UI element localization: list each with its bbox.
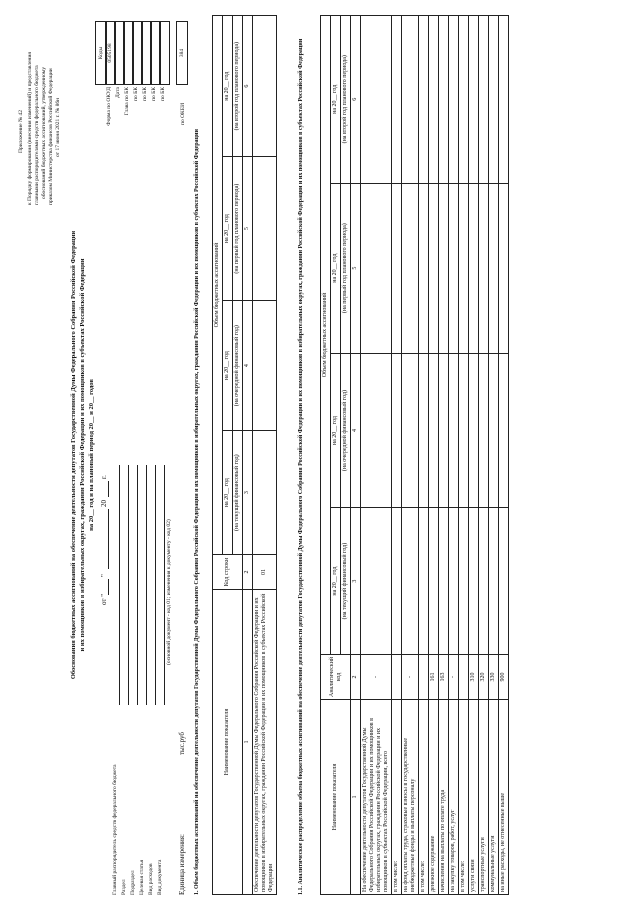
s11-cell bbox=[392, 508, 402, 655]
s1-col-sub-4: (на второй год планового периода) bbox=[233, 16, 243, 157]
title-line-1: Обоснования бюджетных ассигнований на обеспечение деятельности депутатов Государственной Думы Федерального Собрания Российской Федерации bbox=[70, 230, 77, 680]
s1-num: 1 bbox=[243, 590, 253, 895]
section11-title: 1.1. Аналитическое распределение объема бюджетных ассигнований на обеспечение деятельности депутатов Государственной Думы Федерального Собрания Российской Федерации и их помощников в избирательных округах, гражданин Российской Федерации и их помощников в субъектах Российской Федерации bbox=[298, 38, 304, 895]
s11-cell bbox=[449, 353, 459, 508]
s1-col-sub-3: (на первый год планового периода) bbox=[233, 157, 243, 301]
s11-row-code: - bbox=[402, 654, 419, 699]
s11-cell bbox=[489, 353, 499, 508]
okei-cell bbox=[176, 21, 188, 85]
s11-cell bbox=[361, 16, 392, 184]
field-line bbox=[155, 465, 156, 705]
section11-table bbox=[320, 15, 509, 895]
s11-cell bbox=[392, 353, 402, 508]
s11-row-name: начисления на выплаты по оплате труда bbox=[439, 700, 449, 895]
s1-num: 3 bbox=[243, 431, 253, 555]
s11-cell bbox=[439, 183, 449, 353]
s11-num: 1 bbox=[351, 700, 361, 895]
s11-row-code: 900 bbox=[499, 654, 509, 699]
s11-cell bbox=[499, 183, 509, 353]
codes-row-label: Дата bbox=[115, 87, 121, 98]
s11-row-name: в том числе: bbox=[459, 700, 469, 895]
date-suffix: г. bbox=[100, 475, 108, 479]
s11-cell bbox=[429, 508, 439, 655]
s11-row-code bbox=[392, 654, 402, 699]
s1-col-code: Код строки bbox=[213, 555, 243, 590]
s11-cell bbox=[479, 183, 489, 353]
table-row bbox=[459, 16, 469, 895]
table-row bbox=[392, 16, 402, 895]
s1-cell bbox=[253, 16, 277, 157]
table-row bbox=[469, 16, 479, 895]
s11-row-name: на иные расходы, не отнесенные выше bbox=[499, 700, 509, 895]
appendix-line-3: обоснований бюджетных ассигнований, утвержденному bbox=[41, 67, 47, 199]
s11-col-sub-4: (на второй год планового периода) bbox=[341, 16, 351, 184]
s11-cell bbox=[419, 16, 429, 184]
s11-cell bbox=[469, 16, 479, 184]
s1-col-sub-1: (на текущий финансовый год) bbox=[233, 431, 243, 555]
s11-col-year-4: на 20__ год bbox=[331, 16, 341, 184]
s11-row-code: 330 bbox=[489, 654, 499, 699]
s11-cell bbox=[489, 508, 499, 655]
s11-cell bbox=[449, 16, 459, 184]
s1-col-sub-2: (на очередной финансовый год) bbox=[233, 300, 243, 430]
s11-cell bbox=[419, 508, 429, 655]
codes-row-label: по БК bbox=[133, 87, 139, 101]
s1-cell bbox=[253, 300, 277, 430]
codes-row-label: по БК bbox=[151, 87, 157, 101]
s11-cell bbox=[361, 183, 392, 353]
appendix-line-4: приказом Министерства финансов Российской Федерации bbox=[48, 68, 54, 205]
s11-col-name: Наименование показателя bbox=[321, 700, 351, 895]
s1-num: 5 bbox=[243, 157, 253, 301]
s11-cell bbox=[469, 508, 479, 655]
s11-col-year-3: на 20__ год bbox=[331, 183, 341, 353]
s11-cell bbox=[402, 353, 419, 508]
s11-row-code: - bbox=[361, 654, 392, 699]
date-prefix: от " bbox=[100, 593, 108, 605]
table-row bbox=[479, 16, 489, 895]
s11-cell bbox=[361, 508, 392, 655]
date-mid: " bbox=[100, 574, 108, 577]
codes-header: Коды bbox=[98, 46, 104, 60]
s11-cell bbox=[459, 508, 469, 655]
title-line-2: и их помощников в избирательных округах, гражданин Российской Федерации и их помощников в субъектах Российской Федерации bbox=[79, 258, 86, 652]
s1-col-year-1: на 20__ год bbox=[223, 431, 233, 555]
s11-row-code bbox=[459, 654, 469, 699]
s11-cell bbox=[459, 353, 469, 508]
table-row bbox=[489, 16, 499, 895]
codes-row-value: 0505198 bbox=[107, 43, 113, 63]
table-row bbox=[361, 16, 392, 895]
s11-row-name: денежное содержание bbox=[429, 700, 439, 895]
codes-row-label: по БК bbox=[160, 87, 166, 101]
section1-table bbox=[212, 15, 277, 895]
s11-cell bbox=[469, 353, 479, 508]
s11-num: 2 bbox=[351, 654, 361, 699]
title-line-3: на 20__ год и на плановый период 20__ и 20__ годов bbox=[88, 379, 95, 531]
s11-cell bbox=[392, 183, 402, 353]
s11-cell bbox=[479, 16, 489, 184]
okei-value: 384 bbox=[179, 48, 185, 58]
s11-row-code: 161 bbox=[429, 654, 439, 699]
s11-row-code: 163 bbox=[439, 654, 449, 699]
s1-num: 2 bbox=[243, 555, 253, 590]
s11-row-name: на фонд оплаты труда, страховые взносы в государственные внебюджетные фонды и выплаты персоналу bbox=[402, 700, 419, 895]
okei-label: по ОКЕИ bbox=[180, 102, 186, 125]
table-row bbox=[429, 16, 439, 895]
s11-col-year-1: на 20__ год bbox=[331, 508, 341, 655]
s11-cell bbox=[419, 183, 429, 353]
codes-row-label: по БК bbox=[142, 87, 148, 101]
field-line bbox=[128, 465, 129, 705]
s11-cell bbox=[402, 183, 419, 353]
field-label: Подраздел bbox=[130, 870, 136, 895]
appendix-line-5: от 17 июня 2021 г. № 86н bbox=[55, 97, 61, 157]
s11-cell bbox=[392, 16, 402, 184]
field-line bbox=[146, 465, 147, 705]
s11-cell bbox=[489, 183, 499, 353]
table-row bbox=[449, 16, 459, 895]
s11-cell bbox=[429, 16, 439, 184]
s1-group: Объем бюджетных ассигнований bbox=[213, 16, 223, 555]
s1-row-text: Обеспечение деятельности депутатов Государственной Думы Федерального Собрания Российской Федерации и их помощников в избирательных округах, гражданин Российской Федерации и их помощников в субъектах Российской Федерации bbox=[253, 590, 277, 895]
s11-cell bbox=[429, 183, 439, 353]
s11-cell bbox=[479, 508, 489, 655]
s11-col-sub-2: (на очередной финансовый год) bbox=[341, 353, 351, 508]
field-label: Вид расходов bbox=[148, 863, 154, 895]
s11-cell bbox=[479, 353, 489, 508]
field-line bbox=[164, 465, 165, 705]
doc-hint: (основной документ - код 01; изменения к документу - код 02) bbox=[166, 519, 172, 665]
s11-row-name: На обеспечение деятельности депутатов Государственной Думы Федерального Собрания Российской Федерации и их помощников в избирательных округах, гражданин Российской Федерации и их помощников в субъектах Российской Федерации, всего bbox=[361, 700, 392, 895]
s11-cell bbox=[419, 353, 429, 508]
table-row bbox=[402, 16, 419, 895]
s11-cell bbox=[449, 508, 459, 655]
s11-cell bbox=[439, 353, 449, 508]
s11-col-sub-1: (на текущий финансовый год) bbox=[341, 508, 351, 655]
s11-row-code: 320 bbox=[479, 654, 489, 699]
s11-num: 6 bbox=[351, 16, 361, 184]
s11-cell bbox=[402, 508, 419, 655]
s11-cell bbox=[361, 353, 392, 508]
s11-row-name: в том числе: bbox=[392, 700, 402, 895]
s11-row-name: на закупку товаров, работ, услуг bbox=[449, 700, 459, 895]
s11-num: 5 bbox=[351, 183, 361, 353]
s11-group: Объем бюджетных ассигнований bbox=[321, 16, 331, 655]
s11-num: 4 bbox=[351, 353, 361, 508]
codes-row-label: Глава по БК bbox=[124, 87, 130, 116]
table-row bbox=[419, 16, 429, 895]
appendix-line-2: главными распорядителями средств федерального бюджета bbox=[34, 65, 40, 205]
s11-num: 3 bbox=[351, 508, 361, 655]
s11-cell bbox=[402, 16, 419, 184]
s11-cell bbox=[439, 508, 449, 655]
field-label: Главный распорядитель средств федерального бюджета bbox=[112, 764, 118, 895]
s11-col-year-2: на 20__ год bbox=[331, 353, 341, 508]
table-row bbox=[439, 16, 449, 895]
s11-cell bbox=[499, 353, 509, 508]
s1-col-year-4: на 20__ год bbox=[223, 16, 233, 157]
s11-cell bbox=[459, 16, 469, 184]
s11-cell bbox=[439, 16, 449, 184]
appendix-line-1: к Порядку формирования (внесения изменений) и представления bbox=[27, 52, 33, 205]
s1-num: 6 bbox=[243, 16, 253, 157]
table-row bbox=[499, 16, 509, 895]
units-value: тыс.руб bbox=[178, 732, 186, 755]
field-label: Вид документа bbox=[157, 859, 163, 895]
s1-row-code: 01 bbox=[253, 555, 277, 590]
s11-cell bbox=[469, 183, 479, 353]
s11-row-code: - bbox=[449, 654, 459, 699]
s11-cell bbox=[499, 508, 509, 655]
codes-row-cell bbox=[159, 21, 170, 85]
section1-title: 1. Объем бюджетных ассигнований на обеспечение деятельности депутатов Государственной Думы Федерального Собрания Российской Федерации и их помощников в избирательных округах, гражданин Российской Федерации и их помощников в субъектах Российской Федерации bbox=[194, 129, 200, 895]
field-line bbox=[119, 465, 120, 705]
s11-cell bbox=[429, 353, 439, 508]
s1-col-year-2: на 20__ год bbox=[223, 300, 233, 430]
s11-col-code: Аналитический код bbox=[321, 654, 351, 699]
field-label: Целевая статья bbox=[139, 859, 145, 895]
s1-col-name: Наименование показателя bbox=[213, 590, 243, 895]
codes-row-label: Форма по ОКУД bbox=[106, 87, 112, 126]
appendix-label: Приложение № 42 bbox=[18, 109, 24, 153]
date-year: 20 bbox=[100, 500, 108, 507]
s11-row-name: коммунальные услуги bbox=[489, 700, 499, 895]
s1-cell bbox=[253, 157, 277, 301]
field-line bbox=[137, 465, 138, 705]
s1-col-year-3: на 20__ год bbox=[223, 157, 233, 301]
s11-row-code: 310 bbox=[469, 654, 479, 699]
s1-cell bbox=[253, 431, 277, 555]
units-label: Единица измерения: bbox=[178, 834, 186, 895]
s11-row-code bbox=[419, 654, 429, 699]
s11-cell bbox=[449, 183, 459, 353]
s1-num: 4 bbox=[243, 300, 253, 430]
s11-col-sub-3: (на первый год планового периода) bbox=[341, 183, 351, 353]
s11-row-name: услуги связи bbox=[469, 700, 479, 895]
s11-cell bbox=[459, 183, 469, 353]
s11-cell bbox=[499, 16, 509, 184]
s11-row-name: в том числе: bbox=[419, 700, 429, 895]
field-label: Раздел bbox=[121, 879, 127, 895]
s11-row-name: транспортные услуги bbox=[479, 700, 489, 895]
s11-cell bbox=[489, 16, 499, 184]
